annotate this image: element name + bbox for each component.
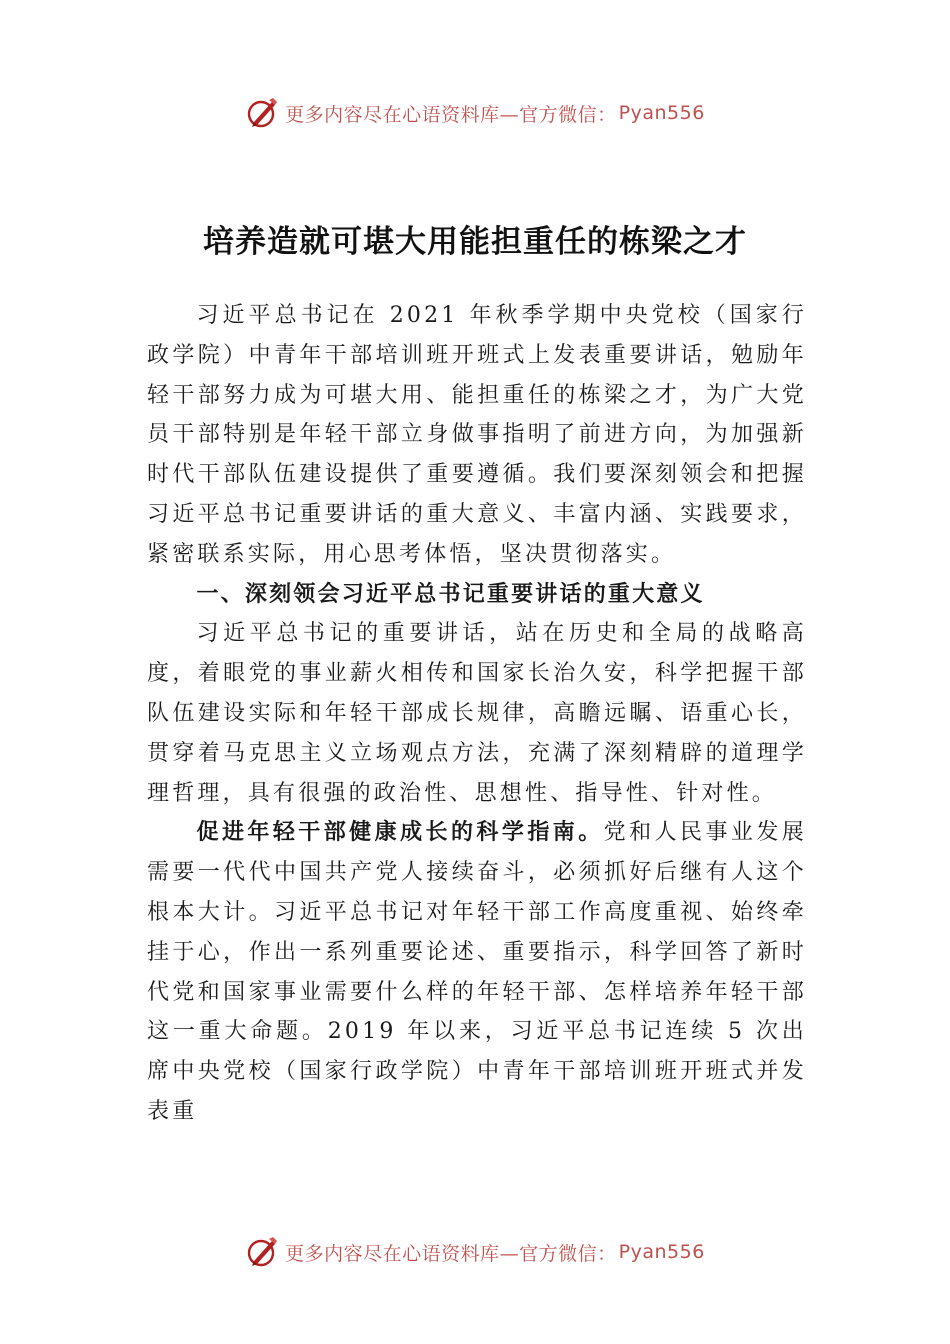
watermark-handle: Pyan556: [618, 102, 705, 124]
paragraph-significance: 习近平总书记的重要讲话，站在历史和全局的战略高度，着眼党的事业薪火相传和国家长治久安，科学把握干部队伍建设实际和年轻干部成长规律，高瞻远瞩、语重心长，贯穿着马克思主义立场观点方法，充满了深刻精辟的道理学理哲理，具有很强的政治性、思想性、指导性、针对性。: [147, 621, 807, 806]
pen-logo-icon: [245, 96, 279, 130]
paragraph-guide-body: 党和人民事业发展需要一代代中国共产党人接续奋斗，必须抓好后继有人这个根本大计。习近平总书记对年轻干部工作高度重视、始终牵挂于心，作出一系列重要论述、重要指示，科学回答了新时代党和国家事业需要什么样的年轻干部、怎样培养年轻干部这一重大命题。2019 年以来，习近平总书记连续 5 次出席中央党校（国家行政学院）中青年干部培训班开班式并发表重: [147, 820, 808, 1124]
watermark-text: 更多内容尽在心语资料库—官方微信：: [285, 1242, 617, 1265]
watermark-text: 更多内容尽在心语资料库—官方微信：: [285, 103, 617, 126]
document-title: 培养造就可堪大用能担重任的栋梁之才: [203, 224, 747, 260]
paragraph-intro: 习近平总书记在 2021 年秋季学期中央党校（国家行政学院）中青年干部培训班开班式上发表重要讲话，勉励年轻干部努力成为可堪大用、能担重任的栋梁之才，为广大党员干部特别是年轻干部立身做事指明了前进方向，为加强新时代干部队伍建设提供了重要遵循。我们要深刻领会和把握习近平总书记重要讲话的重大意义、丰富内涵、实践要求，紧密联系实际，用心思考体悟，坚决贯彻落实。: [147, 303, 807, 567]
section-heading-1: 一、深刻领会习近平总书记重要讲话的重大意义: [196, 580, 705, 607]
paragraph-lead: 促进年轻干部健康成长的科学指南。: [196, 819, 604, 846]
watermark-header: [0, 93, 950, 133]
watermark-handle: Pyan556: [618, 1241, 705, 1263]
document-body: [147, 296, 807, 1132]
pen-logo-icon: [245, 1235, 279, 1269]
watermark-footer: [0, 1232, 950, 1272]
paragraph-guide: [147, 813, 807, 1131]
